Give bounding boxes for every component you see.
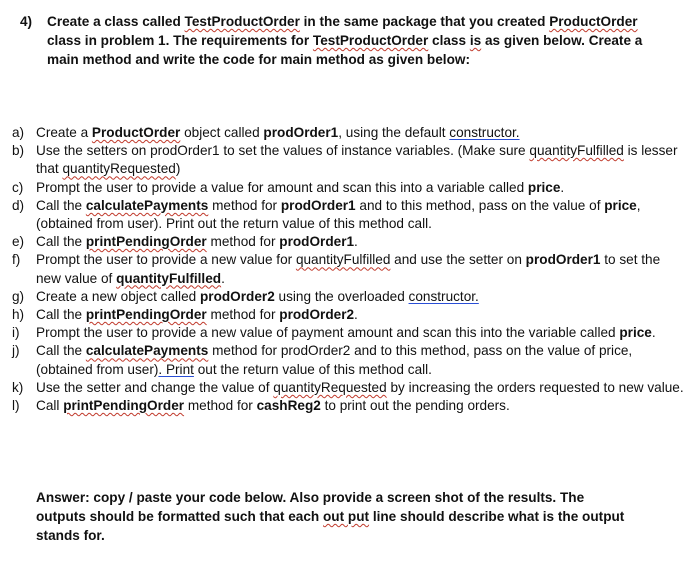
underlined-term: constructor. bbox=[408, 288, 479, 304]
item-text: Call the bbox=[36, 234, 86, 250]
spell-flagged-word: TestProductOrder bbox=[184, 14, 300, 29]
bold-term: prodOrder1 bbox=[280, 197, 356, 213]
item-text: Prompt the user to provide a new value for bbox=[36, 252, 296, 268]
bold-term: prodOrder2 bbox=[279, 307, 355, 323]
item-text: by increasing the orders requested to new value. bbox=[386, 379, 684, 395]
item-text: ) bbox=[175, 161, 181, 177]
item-text: Create a new object called bbox=[36, 288, 200, 304]
spell-flagged-word: ProductOrder bbox=[549, 14, 638, 29]
item-label: k) bbox=[12, 379, 24, 395]
bold-term: cashReg2 bbox=[256, 398, 321, 414]
spell-flagged-word: printPendingOrder bbox=[85, 234, 207, 250]
spell-flagged-word: printPendingOrder bbox=[63, 398, 185, 414]
item-label: i) bbox=[12, 325, 20, 341]
spell-flagged-word: printPendingOrder bbox=[85, 307, 207, 323]
bold-term: prodOrder1 bbox=[263, 125, 339, 140]
item-label: j) bbox=[12, 343, 20, 359]
list-item bbox=[12, 324, 688, 342]
item-text: . bbox=[221, 270, 225, 286]
item-text: . bbox=[354, 234, 358, 250]
item-text: , using the default bbox=[338, 125, 450, 140]
list-item bbox=[12, 379, 688, 397]
bold-term: price bbox=[527, 179, 561, 195]
item-label: h) bbox=[12, 307, 25, 323]
item-label: f) bbox=[12, 252, 21, 268]
item-text: Prompt the user to provide a new value of payment amount and scan this into the variable called bbox=[36, 325, 620, 341]
question-text-part: class in problem 1. The requirements for bbox=[47, 33, 313, 48]
item-text: method for prodOrder2 and to this method, pass on the value of price, (obtained from user) bbox=[36, 343, 633, 377]
grammar-flagged-word: is bbox=[469, 33, 482, 48]
item-text: out the return value of this method call. bbox=[193, 361, 432, 377]
item-text: is lesser that bbox=[36, 143, 678, 177]
bold-term: prodOrder1 bbox=[279, 234, 355, 250]
list-item bbox=[12, 397, 688, 415]
list-item bbox=[12, 251, 688, 287]
question-text-part: in the same package that you created bbox=[299, 14, 550, 29]
question-text-part: Create a class called bbox=[47, 14, 185, 29]
item-text: . bbox=[354, 307, 358, 323]
item-text: using the overloaded bbox=[274, 288, 409, 304]
spell-flagged-word: quantityRequested bbox=[273, 379, 387, 395]
item-text: to print out the pending orders. bbox=[320, 398, 510, 414]
answer-text: line should describe what is the output stands for. bbox=[36, 509, 625, 543]
list-item bbox=[12, 288, 688, 306]
item-text: . bbox=[560, 179, 565, 195]
item-label: a) bbox=[12, 125, 25, 140]
requirements-list bbox=[12, 124, 688, 415]
item-text: Call the bbox=[36, 307, 86, 323]
item-text: Use the setters on prodOrder1 to set the values of instance variables. (Make sure bbox=[36, 143, 530, 159]
list-item bbox=[12, 142, 688, 178]
spell-flagged-word: calculatePayments bbox=[85, 197, 209, 213]
item-text: method for bbox=[208, 197, 281, 213]
spell-flagged-word: TestProductOrder bbox=[312, 33, 429, 48]
item-text: Use the setter and change the value of bbox=[36, 379, 274, 395]
list-item bbox=[12, 233, 688, 251]
question-number: 4) bbox=[20, 14, 33, 29]
list-item bbox=[12, 342, 688, 378]
item-text: to set the new value of bbox=[36, 252, 661, 286]
list-item bbox=[12, 179, 688, 197]
item-text: method for bbox=[184, 398, 257, 414]
spell-flagged-word: ProductOrder bbox=[91, 125, 181, 140]
underlined-term: constructor. bbox=[449, 125, 520, 140]
item-label: c) bbox=[12, 179, 24, 195]
item-text: method for bbox=[206, 307, 280, 323]
underlined-term: . Print bbox=[158, 361, 194, 377]
item-text: and to this method, pass on the value of bbox=[355, 197, 605, 213]
bold-term: price bbox=[619, 325, 652, 341]
spell-flagged-word: quantityFulfilled bbox=[529, 143, 624, 159]
spell-flagged-word: out put bbox=[323, 509, 370, 524]
item-text: Call the bbox=[36, 343, 86, 359]
item-label: d) bbox=[12, 197, 25, 213]
spell-flagged-word: quantityFulfilled bbox=[295, 252, 391, 268]
item-text: and use the setter on bbox=[390, 252, 526, 268]
spell-flagged-word: calculatePayments bbox=[85, 343, 209, 359]
item-text: , (obtained from user). Print out the return value of this method call. bbox=[36, 197, 641, 232]
list-item bbox=[12, 306, 688, 324]
bold-term: prodOrder2 bbox=[199, 288, 275, 304]
item-label: g) bbox=[12, 288, 25, 304]
item-label: l) bbox=[12, 398, 20, 414]
spell-flagged-word: quantityFulfilled bbox=[116, 270, 222, 286]
bold-term: prodOrder1 bbox=[525, 252, 601, 268]
spell-flagged-word: quantityRequested bbox=[62, 161, 176, 177]
item-text: . bbox=[651, 325, 656, 341]
item-text: object called bbox=[180, 125, 264, 140]
question-text bbox=[47, 12, 657, 69]
list-item bbox=[12, 197, 688, 233]
item-text: Prompt the user to provide a value for amount and scan this into a variable called bbox=[36, 179, 528, 195]
item-text: Create a bbox=[36, 125, 92, 140]
item-text: Call bbox=[36, 398, 64, 414]
item-text: Call the bbox=[36, 197, 86, 213]
bold-term: price bbox=[604, 197, 637, 213]
item-text: method for bbox=[206, 234, 280, 250]
answer-text: Answer: copy / paste your code below. Also provide a screen shot of the results. The outputs should be formatted such that each bbox=[36, 490, 585, 524]
list-item bbox=[12, 124, 688, 142]
question-text-part: as given below. Create a main method and write the code for main method as given below: bbox=[47, 33, 643, 67]
question-text-part: class bbox=[428, 33, 470, 48]
item-label: b) bbox=[12, 143, 25, 159]
answer-instructions bbox=[36, 488, 636, 545]
item-label: e) bbox=[12, 234, 25, 250]
